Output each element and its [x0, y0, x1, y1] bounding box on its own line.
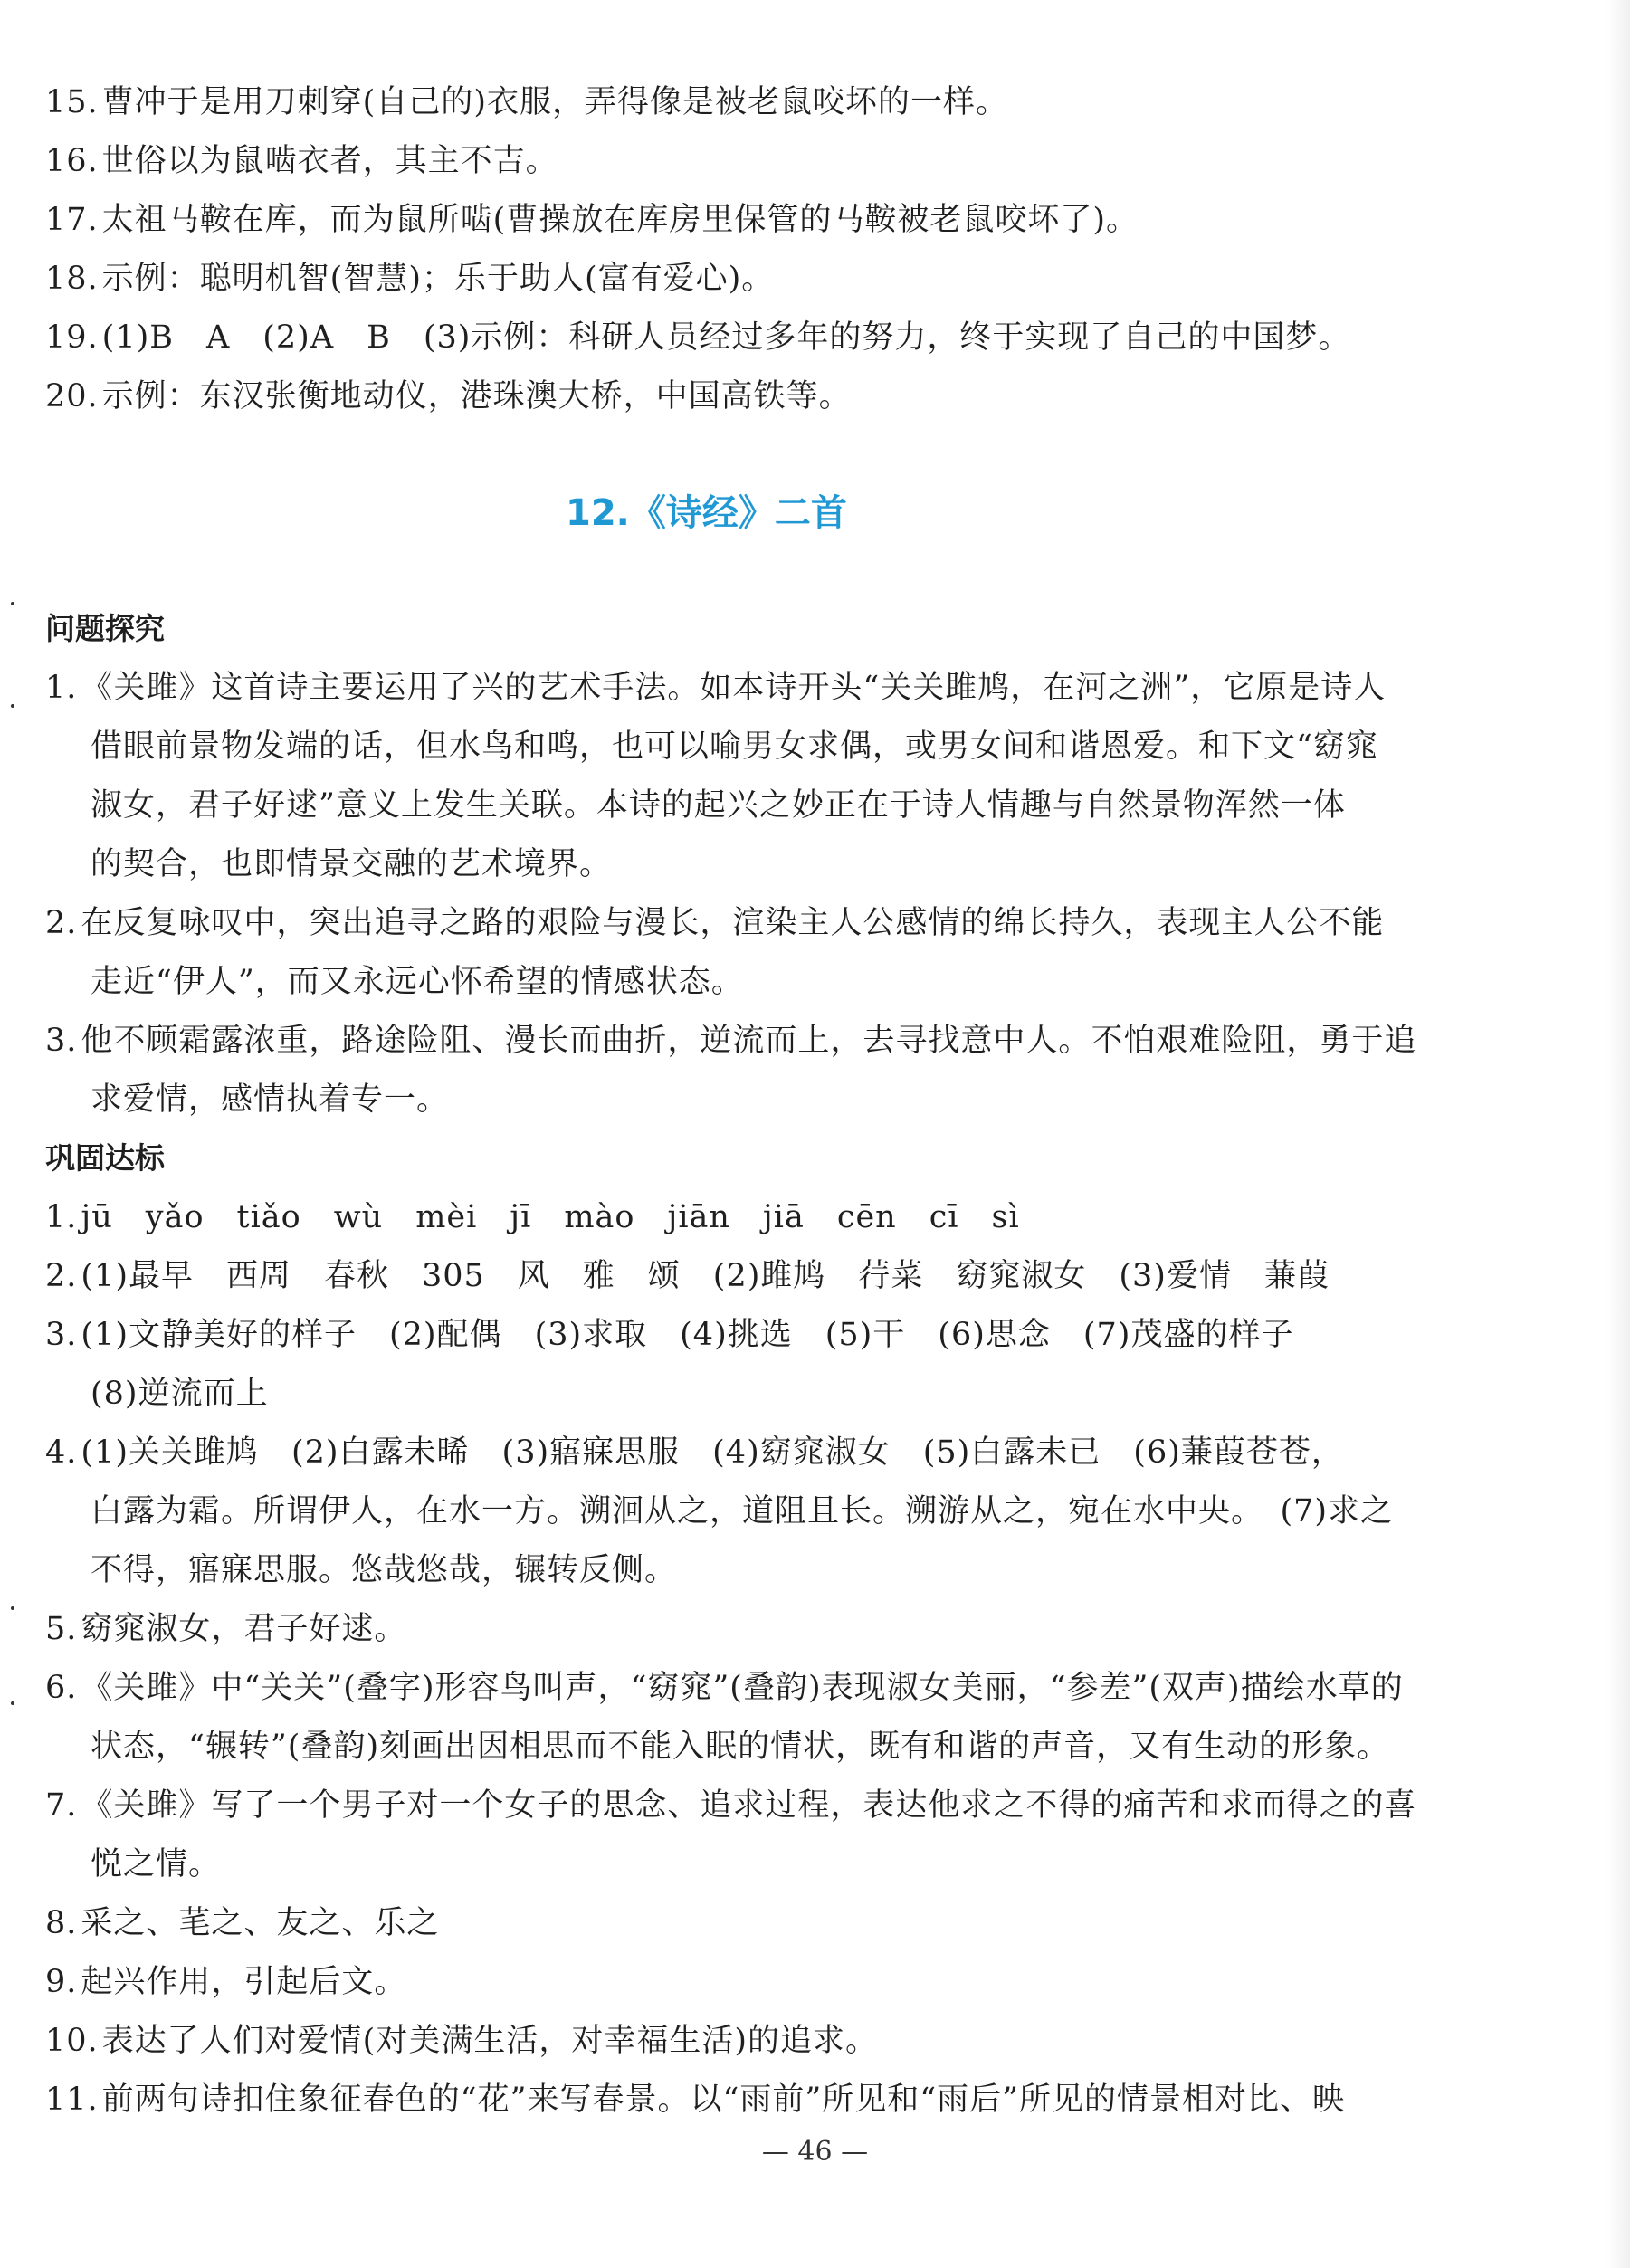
answer-item-20: 20. 示例：东汉张衡地动仪，港珠澳大桥，中国高铁等。: [45, 378, 852, 415]
consolidation-item-9: 9. 起兴作用，引起后文。: [45, 1964, 407, 2000]
consolidation-item-4-line-2: 白露为霜。所谓伊人，在水一方。溯洄从之，道阻且长。溯游从之，宛在水中央。 (7)求之: [91, 1493, 1394, 1529]
inquiry-item-2: 2. 在反复咏叹中，突出追寻之路的艰险与漫长，渲染主人公感情的绵长持久，表现主人公不能: [45, 905, 1385, 941]
consolidation-item-3: 3. (1)文静美好的样子 (2)配偶 (3)求取 (4)挑选 (5)干 (6)思念 (7)茂盛的样子: [45, 1317, 1294, 1353]
section-title-consolidation: 巩固达标: [45, 1140, 165, 1176]
consolidation-item-6: 6. 《关雎》中“关关”(叠字)形容鸟叫声，“窈窕”(叠韵)表现淑女美丽，“参差”(双声)描绘水草的: [45, 1670, 1404, 1706]
consolidation-item-7: 7. 《关雎》写了一个男子对一个女子的思念、追求过程，表达他求之不得的痛苦和求而得之的喜: [45, 1787, 1417, 1824]
answer-item-15: 15. 曹冲于是用刀刺穿(自己的)衣服，弄得像是被老鼠咬坏的一样。: [45, 84, 1008, 120]
lesson-heading: 12.《诗经》二首: [566, 492, 847, 534]
page-edge-shadow: [1606, 0, 1630, 2268]
margin-dot: [11, 602, 14, 605]
consolidation-item-10: 10. 表达了人们对爱情(对美满生活，对幸福生活)的追求。: [45, 2023, 878, 2059]
inquiry-item-1: 1. 《关雎》这首诗主要运用了兴的艺术手法。如本诗开头“关关雎鸠，在河之洲”，它原是诗人: [45, 670, 1387, 706]
margin-dot: [11, 1606, 14, 1610]
inquiry-item-1-line-2: 借眼前景物发端的话，但水鸟和鸣，也可以喻男女求偶，或男女间和谐恩爱。和下文“窈窕: [91, 729, 1378, 765]
inquiry-item-2-line-2: 走近“伊人”，而又永远心怀希望的情感状态。: [91, 964, 744, 1000]
page-number: — 46 —: [761, 2136, 869, 2168]
inquiry-item-1-line-3: 淑女，君子好逑”意义上发生关联。本诗的起兴之妙正在于诗人情趣与自然景物浑然一体: [91, 787, 1346, 824]
inquiry-item-1-line-4: 的契合，也即情景交融的艺术境界。: [91, 846, 613, 882]
consolidation-item-4-line-3: 不得，寤寐思服。悠哉悠哉，辗转反侧。: [91, 1552, 678, 1588]
consolidation-item-2: 2. (1)最早 西周 春秋 305 风 雅 颂 (2)雎鸠 荇菜 窈窕淑女 (3)爱情 蒹葭: [45, 1258, 1330, 1294]
answer-item-17: 17. 太祖马鞍在库，而为鼠所啮(曹操放在库房里保管的马鞍被老鼠咬坏了)。: [45, 202, 1139, 238]
consolidation-item-3-line-2: (8)逆流而上: [91, 1376, 269, 1412]
answer-item-18: 18. 示例：聪明机智(智慧)；乐于助人(富有爱心)。: [45, 261, 775, 297]
answer-item-16: 16. 世俗以为鼠啮衣者，其主不吉。: [45, 143, 558, 179]
answer-item-19: 19. (1)B A (2)A B (3)示例：科研人员经过多年的努力，终于实现了自己的中国梦。: [45, 319, 1351, 356]
inquiry-item-3-line-2: 求爱情，感情执着专一。: [91, 1082, 450, 1118]
margin-dot: [11, 1701, 14, 1705]
consolidation-item-8: 8. 采之、芼之、友之、乐之: [45, 1905, 440, 1941]
consolidation-item-11: 11. 前两句诗扣住象征春色的“花”来写春景。以“雨前”所见和“雨后”所见的情景相对比、映: [45, 2082, 1346, 2118]
consolidation-item-6-line-2: 状态，“辗转”(叠韵)刻画出因相思而不能入眠的情状，既有和谐的声音，又有生动的形象。: [91, 1729, 1390, 1765]
margin-dot: [11, 704, 14, 708]
section-title-inquiry: 问题探究: [45, 611, 165, 646]
consolidation-item-4: 4. (1)关关雎鸠 (2)白露未晞 (3)寤寐思服 (4)窈窕淑女 (5)白露未已 (6)蒹葭苍苍，: [45, 1434, 1344, 1471]
consolidation-item-1: 1. jū yǎo tiǎo wù mèi jī mào jiān jiā cēn cī sì: [45, 1199, 1020, 1235]
inquiry-item-3: 3. 他不顾霜露浓重，路途险阻、漫长而曲折，逆流而上，去寻找意中人。不怕艰难险阻，勇于追: [45, 1023, 1417, 1059]
consolidation-item-5: 5. 窈窕淑女，君子好逑。: [45, 1611, 407, 1647]
consolidation-item-7-line-2: 悦之情。: [91, 1846, 222, 1882]
